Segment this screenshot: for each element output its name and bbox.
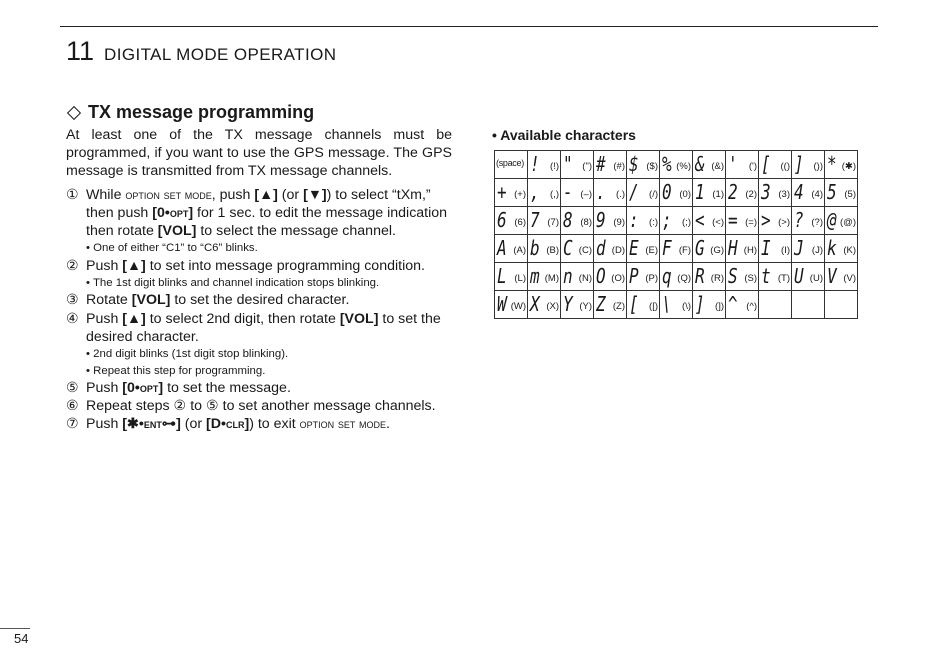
lcd-glyph-icon: R bbox=[695, 264, 705, 288]
character-cell bbox=[495, 151, 528, 179]
character-cell bbox=[627, 263, 660, 291]
lcd-glyph-icon: 2 bbox=[728, 180, 738, 204]
page-number: 54 bbox=[14, 631, 29, 646]
lcd-glyph-icon: U bbox=[794, 264, 804, 288]
lcd-glyph-icon: [ bbox=[761, 152, 771, 176]
step-note: • 2nd digit blinks (1st digit stop blinking). bbox=[86, 348, 289, 361]
character-label: (P) bbox=[645, 273, 658, 284]
character-label: (?) bbox=[811, 217, 823, 228]
character-label: (/) bbox=[649, 189, 658, 200]
character-cell bbox=[792, 151, 825, 179]
lcd-glyph-icon: P bbox=[629, 264, 639, 288]
step-number: ⑤ bbox=[66, 380, 79, 397]
character-label: (L) bbox=[514, 273, 526, 284]
character-label: (I) bbox=[781, 245, 790, 256]
step-text: Push [0•opt] to set the message. bbox=[86, 380, 291, 397]
character-cell bbox=[528, 207, 561, 235]
step-text: Rotate [VOL] to set the desired character. bbox=[86, 292, 350, 309]
character-cell bbox=[660, 179, 693, 207]
character-label: (4) bbox=[811, 189, 823, 200]
character-label: (space) bbox=[496, 158, 524, 168]
character-cell bbox=[693, 179, 726, 207]
character-label: (Z) bbox=[612, 301, 625, 312]
character-label: (.) bbox=[616, 189, 625, 200]
character-label: (&) bbox=[711, 161, 724, 172]
lcd-glyph-icon: ^ bbox=[728, 292, 738, 316]
lcd-glyph-icon: [ bbox=[629, 292, 639, 316]
character-label: ($) bbox=[646, 161, 658, 172]
step-text: Repeat steps ② to ⑤ to set another message channels. bbox=[86, 398, 436, 415]
step-number: ① bbox=[66, 186, 79, 203]
lcd-glyph-icon: Y bbox=[563, 292, 573, 316]
character-label: (0) bbox=[679, 189, 691, 200]
character-label: (H) bbox=[743, 245, 757, 256]
character-cell bbox=[825, 235, 858, 263]
character-cell bbox=[693, 207, 726, 235]
step-number: ④ bbox=[66, 310, 79, 327]
section-title-text: TX message programming bbox=[88, 102, 315, 122]
lcd-glyph-icon: ' bbox=[728, 152, 738, 176]
character-cell bbox=[693, 291, 726, 319]
lcd-glyph-icon: / bbox=[629, 180, 639, 204]
step-text: While option set mode, push [▲] (or [▼]) to select “tXm,” then push [0•opt] for 1 sec. to edit the message indication then rotate [VOL] to select the message channel. bbox=[86, 186, 448, 240]
character-cell bbox=[495, 263, 528, 291]
lcd-glyph-icon: = bbox=[728, 208, 738, 232]
instructions bbox=[66, 126, 452, 434]
lcd-glyph-icon: d bbox=[596, 236, 606, 260]
character-label: (>) bbox=[778, 217, 790, 228]
step-note: • Repeat this step for programming. bbox=[86, 364, 266, 377]
lcd-glyph-icon: Z bbox=[596, 292, 606, 316]
lcd-glyph-icon: m bbox=[530, 264, 540, 288]
lcd-glyph-icon: n bbox=[563, 264, 573, 288]
character-cell bbox=[660, 291, 693, 319]
lcd-glyph-icon: I bbox=[761, 236, 771, 260]
character-cell bbox=[726, 207, 759, 235]
step-text: Push [▲] to set into message programming condition. bbox=[86, 257, 425, 274]
diamond-icon bbox=[67, 105, 81, 119]
character-label: (") bbox=[582, 161, 592, 172]
lcd-glyph-icon: ! bbox=[530, 152, 540, 176]
character-label: (–) bbox=[580, 189, 592, 200]
character-label: (]) bbox=[715, 301, 724, 312]
lcd-glyph-icon: 6 bbox=[497, 208, 507, 232]
character-cell bbox=[627, 235, 660, 263]
character-label: (() bbox=[780, 161, 790, 172]
character-label: (F) bbox=[678, 245, 691, 256]
lcd-glyph-icon: ] bbox=[794, 152, 804, 176]
character-cell bbox=[627, 207, 660, 235]
character-label: (%) bbox=[676, 161, 691, 172]
character-cell bbox=[726, 151, 759, 179]
character-label: (6) bbox=[514, 217, 526, 228]
character-label: (B) bbox=[546, 245, 559, 256]
lcd-glyph-icon: < bbox=[695, 208, 705, 232]
character-label: (M) bbox=[544, 273, 559, 284]
step-6 bbox=[66, 397, 452, 415]
footer-rule bbox=[0, 628, 30, 629]
lcd-glyph-icon: + bbox=[497, 180, 507, 204]
character-cell bbox=[528, 179, 561, 207]
character-label: (G) bbox=[710, 245, 724, 256]
character-row bbox=[495, 291, 858, 319]
character-cell bbox=[594, 179, 627, 207]
character-label: (') bbox=[748, 161, 757, 172]
lcd-glyph-icon: 7 bbox=[530, 208, 540, 232]
character-label: (N) bbox=[578, 273, 592, 284]
character-label: ()) bbox=[813, 161, 823, 172]
step-number: ⑥ bbox=[66, 398, 79, 415]
lcd-glyph-icon: 5 bbox=[827, 180, 837, 204]
character-cell bbox=[528, 263, 561, 291]
character-label: (^) bbox=[746, 301, 757, 312]
character-label: (W) bbox=[510, 301, 526, 312]
section-title bbox=[66, 102, 314, 123]
character-cell bbox=[726, 179, 759, 207]
character-cell bbox=[627, 151, 660, 179]
character-cell bbox=[528, 235, 561, 263]
lcd-glyph-icon: 9 bbox=[596, 208, 606, 232]
character-label: (D) bbox=[611, 245, 625, 256]
character-label: (#) bbox=[613, 161, 625, 172]
character-row bbox=[495, 235, 858, 263]
character-label: (8) bbox=[580, 217, 592, 228]
character-label: (+) bbox=[514, 189, 526, 200]
character-cell bbox=[561, 151, 594, 179]
character-cell bbox=[594, 291, 627, 319]
character-cell bbox=[660, 207, 693, 235]
lcd-glyph-icon: , bbox=[530, 180, 540, 204]
character-label: (Y) bbox=[579, 301, 592, 312]
lcd-glyph-icon: ] bbox=[695, 292, 705, 316]
lcd-glyph-icon: q bbox=[662, 264, 672, 288]
character-label: (Q) bbox=[677, 273, 691, 284]
character-label: (2) bbox=[745, 189, 757, 200]
character-cell bbox=[594, 263, 627, 291]
step-note: • One of either “C1” to “C6” blinks. bbox=[86, 242, 258, 255]
character-label: (U) bbox=[809, 273, 823, 284]
step-list bbox=[66, 186, 452, 434]
lcd-glyph-icon: S bbox=[728, 264, 738, 288]
character-label: (R) bbox=[710, 273, 724, 284]
chapter-header bbox=[66, 36, 336, 67]
character-cell bbox=[627, 291, 660, 319]
lcd-glyph-icon: J bbox=[794, 236, 804, 260]
step-7 bbox=[66, 415, 452, 433]
character-table bbox=[494, 150, 858, 319]
character-label: (A) bbox=[513, 245, 526, 256]
character-cell bbox=[561, 179, 594, 207]
character-cell bbox=[825, 179, 858, 207]
character-cell bbox=[561, 235, 594, 263]
character-row bbox=[495, 179, 858, 207]
character-cell bbox=[726, 291, 759, 319]
character-label: (!) bbox=[550, 161, 559, 172]
character-label: (:) bbox=[649, 217, 658, 228]
lcd-glyph-icon: \ bbox=[662, 292, 672, 316]
lcd-glyph-icon: W bbox=[497, 292, 507, 316]
lcd-glyph-icon: H bbox=[728, 236, 738, 260]
character-cell bbox=[660, 235, 693, 263]
lcd-glyph-icon: # bbox=[596, 152, 606, 176]
character-cell bbox=[693, 263, 726, 291]
step-text: Push [✱•ent⊶] (or [D•clr]) to exit option set mode. bbox=[86, 416, 390, 433]
lcd-glyph-icon: $ bbox=[629, 152, 639, 176]
character-cell bbox=[495, 179, 528, 207]
lcd-glyph-icon: 3 bbox=[761, 180, 771, 204]
character-label: (C) bbox=[578, 245, 592, 256]
lcd-glyph-icon: . bbox=[596, 180, 606, 204]
chapter-number: 11 bbox=[66, 36, 95, 66]
character-label: (T) bbox=[777, 273, 790, 284]
lcd-glyph-icon: % bbox=[662, 152, 672, 176]
step-4 bbox=[66, 310, 452, 346]
lcd-glyph-icon: @ bbox=[827, 208, 837, 232]
character-cell bbox=[594, 151, 627, 179]
character-cell bbox=[660, 151, 693, 179]
character-cell bbox=[792, 291, 825, 319]
character-label: (X) bbox=[546, 301, 559, 312]
step-3 bbox=[66, 291, 452, 309]
lcd-glyph-icon: > bbox=[761, 208, 771, 232]
character-label: (;) bbox=[682, 217, 691, 228]
character-label: (O) bbox=[611, 273, 625, 284]
character-cell bbox=[825, 151, 858, 179]
available-characters-title: • Available characters bbox=[492, 127, 636, 143]
character-cell bbox=[594, 235, 627, 263]
lcd-glyph-icon: ; bbox=[662, 208, 672, 232]
lcd-glyph-icon: E bbox=[629, 236, 639, 260]
character-label: (K) bbox=[843, 245, 856, 256]
character-cell bbox=[693, 235, 726, 263]
lcd-glyph-icon: : bbox=[629, 208, 639, 232]
step-1 bbox=[66, 186, 452, 241]
character-cell bbox=[759, 179, 792, 207]
lcd-glyph-icon: * bbox=[827, 152, 837, 176]
character-cell bbox=[759, 235, 792, 263]
character-label: (\) bbox=[682, 301, 691, 312]
character-cell bbox=[693, 151, 726, 179]
character-label: (J) bbox=[811, 245, 823, 256]
step-number: ⑦ bbox=[66, 416, 79, 433]
character-row bbox=[495, 151, 858, 179]
character-label: (S) bbox=[744, 273, 757, 284]
lcd-glyph-icon: X bbox=[530, 292, 540, 316]
lcd-glyph-icon: 0 bbox=[662, 180, 672, 204]
intro-paragraph: At least one of the TX message channels must be programmed, if you want to use the GPS message. The GPS message is transmitted from TX message channels. bbox=[66, 127, 452, 180]
lcd-glyph-icon: " bbox=[563, 152, 573, 176]
lcd-glyph-icon: F bbox=[662, 236, 672, 260]
character-cell bbox=[792, 207, 825, 235]
character-cell bbox=[594, 207, 627, 235]
character-cell bbox=[792, 179, 825, 207]
character-label: (,) bbox=[550, 189, 559, 200]
character-row bbox=[495, 207, 858, 235]
character-label: (1) bbox=[712, 189, 724, 200]
lcd-glyph-icon: - bbox=[563, 180, 573, 204]
character-cell bbox=[528, 151, 561, 179]
character-label: (@) bbox=[840, 217, 856, 228]
character-cell bbox=[561, 263, 594, 291]
character-label: (E) bbox=[645, 245, 658, 256]
character-cell bbox=[561, 207, 594, 235]
lcd-glyph-icon: ? bbox=[794, 208, 804, 232]
character-label: (9) bbox=[613, 217, 625, 228]
lcd-glyph-icon: & bbox=[695, 152, 705, 176]
character-cell bbox=[495, 235, 528, 263]
character-cell bbox=[561, 291, 594, 319]
character-label: ([) bbox=[649, 301, 658, 312]
character-label: (7) bbox=[547, 217, 559, 228]
lcd-glyph-icon: k bbox=[827, 236, 837, 260]
character-cell bbox=[528, 291, 561, 319]
lcd-glyph-icon: G bbox=[695, 236, 705, 260]
top-rule bbox=[60, 26, 878, 27]
character-cell bbox=[792, 235, 825, 263]
character-label: (5) bbox=[844, 189, 856, 200]
character-cell bbox=[495, 291, 528, 319]
character-cell bbox=[627, 179, 660, 207]
character-label: (V) bbox=[843, 273, 856, 284]
character-cell bbox=[759, 291, 792, 319]
lcd-glyph-icon: C bbox=[563, 236, 573, 260]
character-cell bbox=[759, 207, 792, 235]
lcd-glyph-icon: O bbox=[596, 264, 606, 288]
character-label: (=) bbox=[745, 217, 757, 228]
character-cell bbox=[825, 207, 858, 235]
character-cell bbox=[825, 291, 858, 319]
lcd-glyph-icon: b bbox=[530, 236, 540, 260]
character-cell bbox=[660, 263, 693, 291]
chapter-title: DIGITAL MODE OPERATION bbox=[104, 45, 337, 64]
character-cell bbox=[726, 263, 759, 291]
character-label: (3) bbox=[778, 189, 790, 200]
character-row bbox=[495, 263, 858, 291]
lcd-glyph-icon: V bbox=[827, 264, 837, 288]
step-text: Push [▲] to select 2nd digit, then rotate [VOL] to set the desired character. bbox=[86, 310, 441, 345]
lcd-glyph-icon: 1 bbox=[695, 180, 705, 204]
character-label: (<) bbox=[712, 217, 724, 228]
lcd-glyph-icon: 4 bbox=[794, 180, 804, 204]
character-cell bbox=[792, 263, 825, 291]
character-cell bbox=[759, 151, 792, 179]
character-cell bbox=[825, 263, 858, 291]
step-number: ② bbox=[66, 257, 79, 274]
lcd-glyph-icon: 8 bbox=[563, 208, 573, 232]
lcd-glyph-icon: A bbox=[497, 236, 507, 260]
step-note: • The 1st digit blinks and channel indication stops blinking. bbox=[86, 276, 380, 289]
character-cell bbox=[726, 235, 759, 263]
lcd-glyph-icon: L bbox=[497, 264, 507, 288]
step-5 bbox=[66, 379, 452, 397]
lcd-glyph-icon: t bbox=[761, 264, 771, 288]
step-number: ③ bbox=[66, 292, 79, 309]
character-cell bbox=[495, 207, 528, 235]
character-label: (✱) bbox=[841, 161, 856, 172]
step-2 bbox=[66, 257, 452, 275]
character-cell bbox=[759, 263, 792, 291]
